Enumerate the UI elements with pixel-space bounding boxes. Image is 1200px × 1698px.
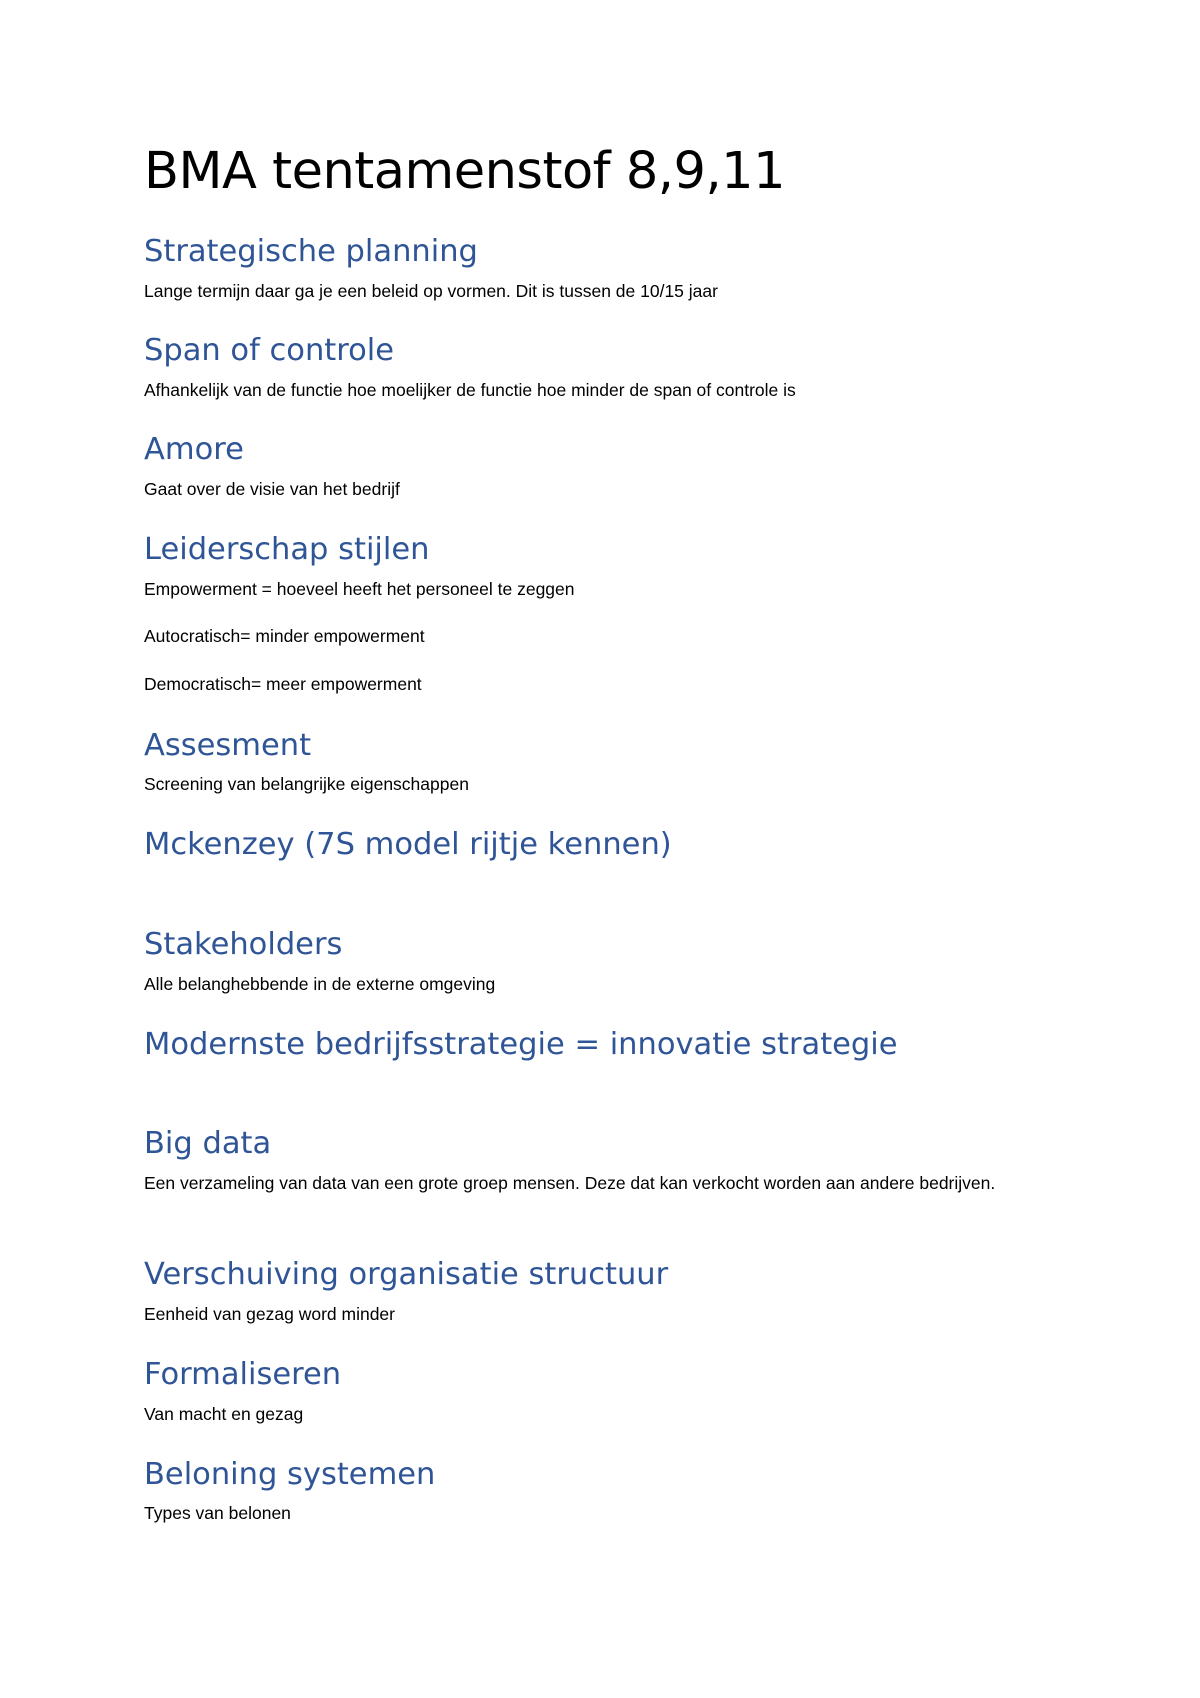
document-title: BMA tentamenstof 8,9,11 (144, 142, 786, 201)
section-paragraph: Van macht en gezag (144, 1404, 304, 1424)
section-paragraph: Lange termijn daar ga je een beleid op vormen. Dit is tussen de 10/15 jaar (144, 281, 718, 301)
section-heading-span-of-controle: Span of controle (144, 333, 395, 368)
section-heading-verschuiving-organisatie-structuur: Verschuiving organisatie structuur (144, 1257, 669, 1292)
section-heading-formaliseren: Formaliseren (144, 1357, 342, 1392)
section-heading-leiderschap-stijlen: Leiderschap stijlen (144, 532, 430, 567)
section-heading-amore: Amore (144, 432, 244, 467)
section-heading-beloning-systemen: Beloning systemen (144, 1457, 436, 1492)
section-heading-mckenzey: Mckenzey (7S model rijtje kennen) (144, 827, 672, 862)
section-paragraph: Gaat over de visie van het bedrijf (144, 479, 400, 499)
section-heading-assesment: Assesment (144, 728, 312, 763)
section-paragraph: Types van belonen (144, 1503, 291, 1523)
section-heading-stakeholders: Stakeholders (144, 927, 343, 962)
section-paragraph: Democratisch= meer empowerment (144, 674, 422, 694)
section-heading-big-data: Big data (144, 1126, 272, 1161)
section-paragraph: Autocratisch= minder empowerment (144, 626, 425, 646)
section-paragraph: Alle belanghebbende in de externe omgeving (144, 974, 496, 994)
section-paragraph: Empowerment = hoeveel heeft het personeel te zeggen (144, 579, 575, 599)
section-heading-modernste-bedrijfsstrategie: Modernste bedrijfsstrategie = innovatie strategie (144, 1027, 898, 1062)
section-heading-strategische-planning: Strategische planning (144, 234, 478, 269)
section-paragraph: Eenheid van gezag word minder (144, 1304, 395, 1324)
section-paragraph: Screening van belangrijke eigenschappen (144, 774, 469, 794)
section-paragraph: Afhankelijk van de functie hoe moelijker de functie hoe minder de span of controle is (144, 380, 796, 400)
section-paragraph: Een verzameling van data van een grote groep mensen. Deze dat kan verkocht worden aan andere bedrijven. (144, 1173, 996, 1193)
